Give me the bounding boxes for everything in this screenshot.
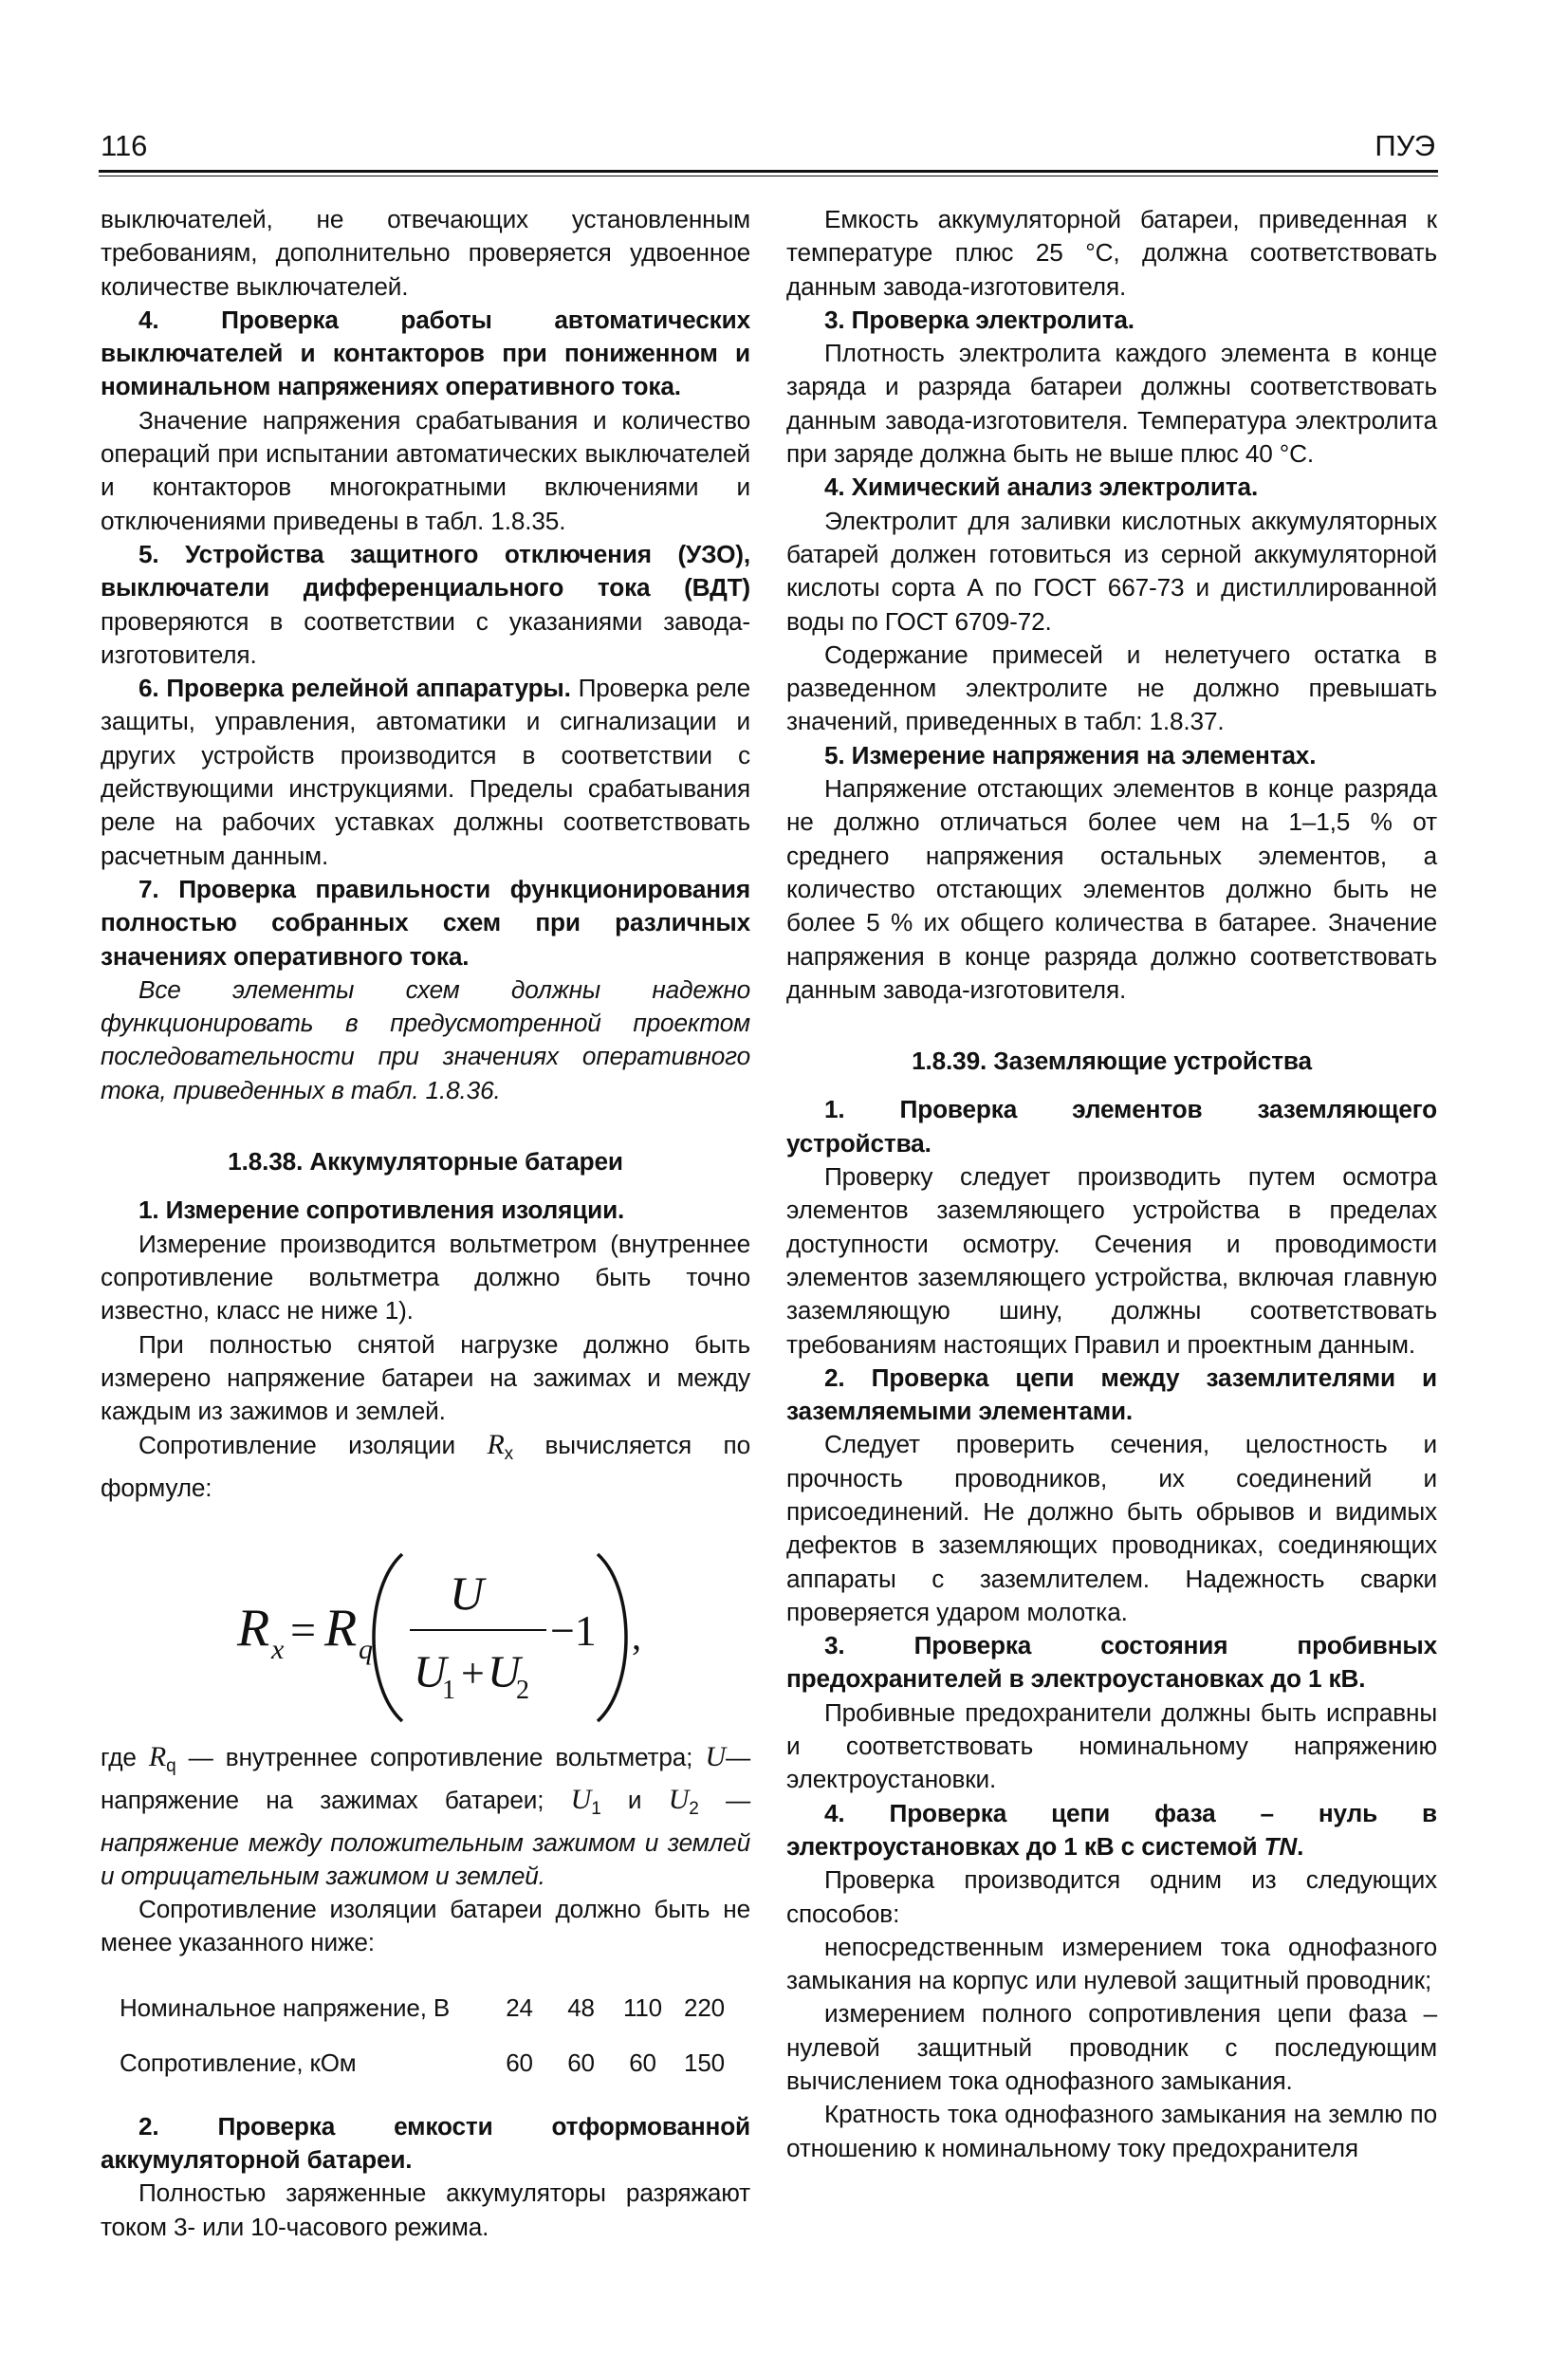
paragraph: непосредственным измерением тока однофазного замыкания на корпус или нулевой защитный проводник; <box>786 1932 1437 1995</box>
paragraph: Плотность электролита каждого элемента в конце заряда и разряда батареи должны соответствовать данным завода-изготовителя. Температура электролита при заряде должна быть не выше плюс 40 °С. <box>786 339 1437 469</box>
paragraph-text: Сопротивление изоляции <box>138 1431 488 1460</box>
section-title: 1.8.39. Заземляющие устройства <box>912 1047 1312 1076</box>
heading-text: . <box>1297 1831 1304 1861</box>
table-cell: 220 <box>684 1993 725 2023</box>
paragraph <box>101 672 750 873</box>
paragraph-text: проверяются в соответствии с указаниями завода-изготовителя. <box>101 606 750 669</box>
table-row <box>101 1981 735 2036</box>
item-heading: 5. Измерение напряжения на элементах. <box>824 740 1317 769</box>
item-heading: 2. Проверка цепи между заземлителями и заземляемыми элементами. <box>786 1362 1437 1426</box>
heading-text-italic: TN <box>1264 1831 1298 1861</box>
math-subscript: q <box>166 1755 176 1776</box>
math-subscript: 2 <box>689 1799 699 1820</box>
left-column <box>101 203 750 2244</box>
math-variable: R <box>148 1740 167 1772</box>
paragraph: Напряжение отстающих элементов в конце разряда не должно отличаться более чем на 1–1,5 % от среднего напряжения остальных элементов, а количество отстающих элементов должно быть не более 5 % их общего количества в батарее. Значение напряжения в конце разряда должно соответствовать данным завода-изготовителя. <box>786 774 1437 1004</box>
formula-graphic <box>101 1507 750 1727</box>
item-heading: 7. Проверка правильности функционирования полностью собранных схем при различных значениях оперативного тока. <box>101 874 750 971</box>
math-variable: U <box>668 1784 690 1816</box>
math-subscript: x <box>504 1444 514 1465</box>
item-heading: 3. Проверка состояния пробивных предохранителей в электроустановках до 1 кВ. <box>786 1631 1437 1694</box>
paragraph-text: — внутреннее сопротивление вольтметра; <box>175 1742 706 1771</box>
table-cell: 48 <box>567 1993 595 2023</box>
item-heading: 2. Проверка емкости отформованной аккумуляторной батареи. <box>101 2111 750 2175</box>
right-paren <box>598 1554 626 1721</box>
paragraph: Емкость аккумуляторной батареи, приведенная к температуре плюс 25 °С, должна соответствовать данным завода-изготовителя. <box>786 205 1437 301</box>
paragraph-text: Проверка реле защиты, управления, автоматики и сигнализации и других устройств производится в соответствии с действующими инструкциями. Пределы срабатывания реле на рабочих уставках должны соответствовать расчетным данным. <box>101 674 750 870</box>
right-column <box>786 203 1437 2165</box>
page-number: 116 <box>101 129 148 162</box>
formula-lhs: R <box>237 1598 270 1658</box>
math-subscript: 1 <box>591 1799 601 1820</box>
table-cell: 60 <box>567 2048 595 2078</box>
paragraph: Полностью заряженные аккумуляторы разряжают током 3- или 10-часового режима. <box>101 2178 750 2241</box>
paragraph: Все элементы схем должны надежно функционировать в предусмотренной проектом последовательности при значениях оперативного тока, приведенных в табл. 1.8.36. <box>101 974 750 1104</box>
paragraph-text: и <box>600 1786 669 1815</box>
item-heading: 4. Химический анализ электролита. <box>824 473 1259 502</box>
formula-lhs-subscript: x <box>271 1633 285 1665</box>
paragraph: При полностью снятой нагрузке должно быть измерено напряжение батареи на зажимах и между каждым из зажимов и землей. <box>101 1329 750 1426</box>
table-cell: 60 <box>629 2048 656 2078</box>
math-variable: R <box>487 1429 505 1461</box>
item-heading: 1. Измерение сопротивления изоляции. <box>138 1196 625 1225</box>
paragraph-text: где <box>101 1742 149 1771</box>
heading-text: 4. Проверка цепи фаза – нуль в электроустановках до 1 кВ с системой <box>786 1798 1437 1861</box>
section-title: 1.8.38. Аккумуляторные батареи <box>228 1147 623 1177</box>
paragraph-text: вычисляется по формуле: <box>101 1431 750 1502</box>
paragraph: Проверка производится одним из следующих способов: <box>786 1865 1437 1928</box>
paragraph: Следует проверить сечения, целостность и прочность проводников, их соединений и присоединений. Не должно быть обрывов и видимых дефектов в заземляющих проводниках, соединяющих аппараты с заземлителем. Надежность сварки проверяется ударом молотка. <box>786 1430 1437 1626</box>
insulation-values-table <box>101 1981 735 2091</box>
formula-numerator: U <box>450 1566 484 1620</box>
paragraph: Сопротивление изоляции батареи должно быть не менее указанного ниже: <box>101 1895 750 1957</box>
formula-den-plus: + <box>461 1649 485 1696</box>
item-heading: 6. Проверка релейной аппаратуры. <box>138 674 571 703</box>
paragraph <box>101 1428 750 1505</box>
item-heading: 3. Проверка электролита. <box>824 305 1134 334</box>
table-cell: 110 <box>622 1993 662 2023</box>
paragraph: Значение напряжения срабатывания и количество операций при испытании автоматических выключателей и контакторов многократными включениями и отключениями приведены в табл. 1.8.35. <box>101 405 750 535</box>
paragraph <box>101 538 750 672</box>
insulation-resistance-formula <box>101 1507 750 1727</box>
formula-den-u1: U <box>414 1646 447 1697</box>
table-row <box>101 2036 735 2091</box>
formula-comma: , <box>632 1614 641 1658</box>
item-heading: 5. Устройства защитного отключения (УЗО), выключатели дифференциального тока (ВДТ) <box>101 539 750 602</box>
paragraph-text: — напряжение между положительным зажимом и землей и отрицательным зажимом и землей. <box>101 1786 751 1890</box>
table-row-label: Номинальное напряжение, В <box>120 1993 451 2023</box>
math-variable: U <box>705 1740 726 1772</box>
paragraph: Пробивные предохранители должны быть исправны и соответствовать номинальному напряжению электроустановки. <box>786 1697 1437 1794</box>
paragraph: Электролит для заливки кислотных аккумуляторных батарей должен готовиться из серной аккумуляторной кислоты сорта А по ГОСТ 667-73 и дистиллированной воды по ГОСТ 6709-72. <box>786 506 1437 636</box>
table-cell: 24 <box>506 1993 533 2023</box>
table-row-label: Сопротивление, кОм <box>120 2048 357 2078</box>
item-heading <box>786 1797 1437 1864</box>
formula-minus-one: −1 <box>550 1605 597 1655</box>
table-cell: 60 <box>506 2048 533 2078</box>
paragraph: Кратность тока однофазного замыкания на землю по отношению к номинальному току предохранителя <box>786 2100 1437 2162</box>
paragraph: Измерение производится вольтметром (внутреннее сопротивление вольтметра должно быть точно известно, класс не ниже 1). <box>101 1229 750 1325</box>
formula-den-u2: U <box>488 1646 521 1697</box>
paragraph: Содержание примесей и нелетучего остатка в разведенном электролите не должно превышать значений, приведенных в табл: 1.8.37. <box>786 639 1437 736</box>
formula-equals: = <box>290 1604 316 1656</box>
running-title: ПУЭ <box>1374 129 1435 162</box>
formula-den-sub1: 1 <box>442 1675 455 1705</box>
item-heading: 4. Проверка работы автоматических выключателей и контакторов при пониженном и номинальном напряжениях оперативного тока. <box>101 305 750 401</box>
left-paren <box>374 1554 402 1721</box>
formula-den-sub2: 2 <box>516 1675 529 1705</box>
paragraph-text: — напряжение на зажимах батареи; <box>101 1742 750 1815</box>
math-variable: U <box>570 1784 592 1816</box>
paragraph: измерением полного сопротивления цепи фаза – нулевой защитный проводник с последующим вычислением тока однофазного замыкания. <box>786 1999 1437 2096</box>
paragraph: Проверку следует производить путем осмотра элементов заземляющего устройства в пределах доступности осмотру. Сечения и проводимости элементов заземляющего устройства, включая главную заземляющую шину, должны соответствовать требованиям настоящих Правил и проектным данным. <box>786 1162 1437 1359</box>
paragraph: выключателей, не отвечающих установленным требованиям, дополнительно проверяется удвоенное количестве выключателей. <box>101 205 750 301</box>
item-heading: 1. Проверка элементов заземляющего устройства. <box>786 1095 1437 1158</box>
paragraph <box>101 1740 750 1893</box>
table-cell: 150 <box>684 2048 725 2078</box>
formula-rq: R <box>324 1598 358 1658</box>
formula-rq-subscript: q <box>359 1633 373 1665</box>
header-rule <box>99 170 1438 173</box>
